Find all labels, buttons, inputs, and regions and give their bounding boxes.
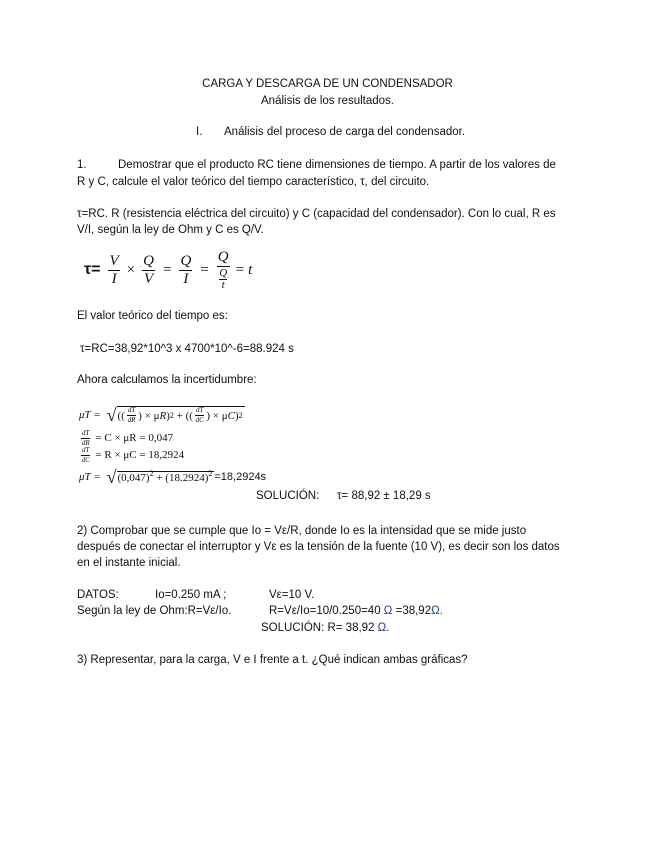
ohm-law-calc-text: R=Vε/Io=10/0.250=40 — [269, 605, 381, 617]
fraction-q-over-v: $\frac{Q}{V}$ — [143, 252, 154, 287]
q1-explanation-line2: V/I, según la ley de Ohm y C es Q/V. — [77, 224, 264, 236]
q2-text-line2: después de conectar el interruptor y Vε es la tensión de la fuente (10 V), es decir son los datos — [77, 541, 560, 553]
datos-ve: Vε=10 V. — [269, 589, 315, 601]
uncertainty-label: Ahora calculamos la incertidumbre: — [77, 374, 257, 386]
theoretical-formula: τ=RC=38,92*10^3 x 4700*10^-6=88.924 s — [80, 343, 294, 355]
q1-solution-label: SOLUCIÓN: — [256, 490, 320, 502]
uncertainty-formula-3 — [79, 446, 184, 464]
section-number: I. — [196, 126, 203, 138]
derivative-dt-dr-value: = C × μR = 0,047 — [95, 432, 174, 444]
uncertainty-formula-2 — [79, 429, 173, 447]
q2-text-line1: 2) Comprobar que se cumple que Io = Vε/R, donde Io es la intensidad que se mide justo — [77, 525, 527, 537]
q1-text-line1: Demostrar que el producto RC tiene dimensiones de tiempo. A partir de los valores de — [118, 159, 556, 171]
q1-text-line2: R y C, calcule el valor teórico del tiempo característico, τ, del circuito. — [77, 176, 430, 188]
q2-text-line3: en el instante inicial. — [77, 557, 181, 569]
ohm-symbol-3: Ω — [377, 622, 387, 634]
derivative-dt-dr: $\frac{dT}{dR}$ — [81, 428, 90, 447]
mu-t-result: =18,2924s — [214, 471, 267, 483]
uncertainty-formula-1: μT = √ (( $\frac{dT}{dR}$ ) × μ R ) 2 + (( $\frac{dT}{dC}$ ) × μ C ) 2 — [79, 405, 243, 425]
q1-solution-value: τ= 88,92 ± 18,29 s — [337, 490, 431, 502]
fraction-v-over-i: $\frac{V}{I}$ — [109, 252, 119, 287]
document-subtitle: Análisis de los resultados. — [261, 95, 394, 107]
ohm-symbol-2: Ω — [431, 605, 440, 617]
ohm-period: . — [439, 605, 443, 617]
ohm-law-calc-text-2: =38,92 — [395, 605, 432, 617]
q2-solution — [261, 622, 389, 634]
q2-solution-period: . — [386, 622, 390, 634]
ohm-symbol-1: Ω — [383, 605, 393, 617]
fraction-q-over-i: $\frac{Q}{I}$ — [180, 252, 192, 287]
ohm-law-calc — [269, 605, 443, 617]
document-title: CARGA Y DESCARGA DE UN CONDENSADOR — [202, 78, 453, 90]
uncertainty-formula-4: μT = √ $(0,047)^2 + (18.2924)^2$ =18,2924s — [79, 467, 267, 487]
theoretical-label: El valor teórico del tiempo es: — [77, 310, 228, 322]
ohm-law-label: Según la ley de Ohm:R=Vε/Io. — [77, 605, 232, 617]
mu-t-label-2: μT = — [79, 471, 101, 483]
derivative-dt-dc: $\frac{dT}{dC}$ — [81, 445, 90, 464]
q3-text: 3) Representar, para la carga, V e I frente a t. ¿Qué indican ambas gráficas? — [77, 654, 468, 666]
section-title: Análisis del proceso de carga del condensador. — [224, 126, 466, 138]
q1-explanation-line1: τ=RC. R (resistencia eléctrica del circuito) y C (capacidad del condensador). Con lo cual, R es — [77, 208, 556, 220]
q1-number: 1. — [77, 159, 87, 171]
datos-io: Io=0.250 mA ; — [155, 589, 227, 601]
formula-tau: τ= — [84, 261, 101, 278]
datos-label: DATOS: — [77, 589, 119, 601]
q2-solution-text: SOLUCIÓN: R= 38,92 — [261, 622, 375, 634]
derivative-dt-dc-value: = R × μC = 18,2924 — [95, 449, 185, 461]
mu-t-label-1: μT = — [79, 409, 101, 421]
fraction-q-over-q-over-t: Q Q t — [217, 248, 229, 291]
dimensional-formula: τ= $\frac{V}{I}$ × $\frac{Q}{V}$ = $\frac{Q}{I}$ = Q Q t = t — [84, 248, 253, 291]
